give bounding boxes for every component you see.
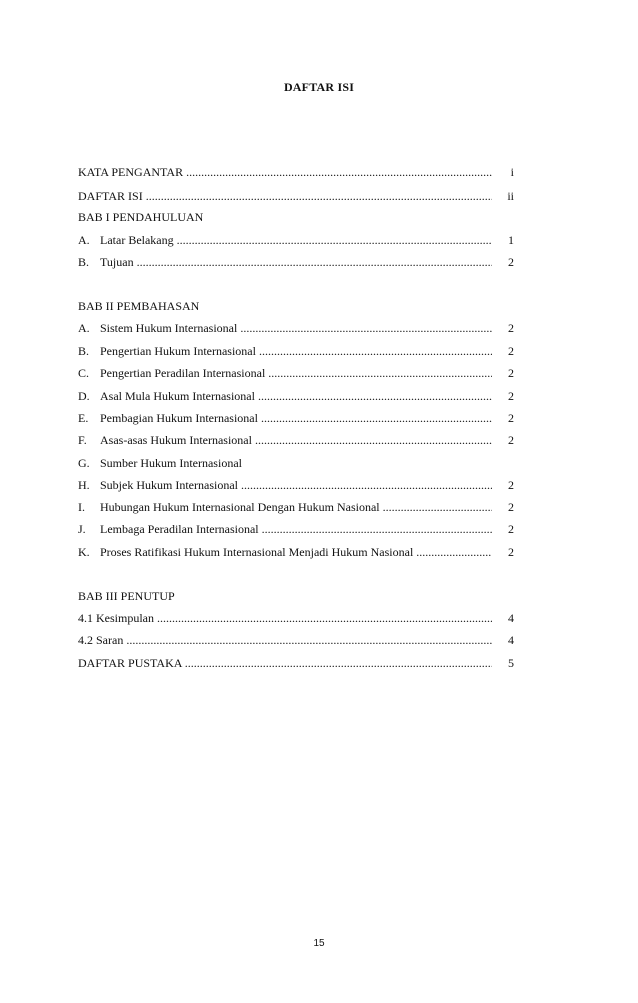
- toc-entry-page: i: [510, 165, 514, 179]
- toc-heading-bab-3[interactable]: [78, 588, 514, 604]
- toc-entry-label: Sistem Hukum Internasional .....: [100, 320, 492, 336]
- toc-entry-sumber-hukum[interactable]: [78, 455, 514, 471]
- toc-heading-bab-1[interactable]: [78, 209, 514, 225]
- toc-entry-saran[interactable]: [78, 632, 514, 648]
- toc-entry-label: Pembagian Hukum Internasional .....: [100, 410, 492, 426]
- toc-entry-label: KATA PENGANTAR .....: [78, 164, 492, 180]
- toc-heading-label: BAB III PENUTUP: [78, 589, 175, 603]
- toc-entry-letter: C.: [78, 366, 90, 380]
- toc-entry-label: DAFTAR ISI .....: [78, 188, 492, 204]
- toc-entry-letter: A.: [78, 321, 90, 335]
- toc-entry-letter: B.: [78, 344, 90, 358]
- toc-entry-page: ii: [507, 189, 514, 203]
- toc-entry-letter: B.: [78, 255, 90, 269]
- toc-entry-letter: F.: [78, 433, 87, 447]
- toc-entry-sistem-hukum[interactable]: [78, 320, 514, 336]
- toc-entry-subjek-hukum[interactable]: [78, 477, 514, 493]
- toc-entry-letter: I.: [78, 500, 85, 514]
- toc-entry-page: 2: [508, 344, 514, 358]
- toc-entry-letter: J.: [78, 522, 86, 536]
- toc-entry-page: 2: [508, 478, 514, 492]
- toc-entry-page: 5: [508, 656, 514, 670]
- toc-entry-page: 2: [508, 389, 514, 403]
- toc-entry-label: 4.1 Kesimpulan .....: [78, 610, 492, 626]
- toc-heading-label: BAB II PEMBAHASAN: [78, 299, 200, 313]
- toc-entry-label: Tujuan .....: [100, 254, 492, 270]
- toc-entry-pembagian[interactable]: [78, 410, 514, 426]
- toc-entry-letter: K.: [78, 545, 90, 559]
- toc-entry-pengertian-peradilan[interactable]: [78, 365, 514, 381]
- toc-heading-label: BAB I PENDAHULUAN: [78, 210, 204, 224]
- toc-entry-letter: E.: [78, 411, 89, 425]
- toc-entry-asas-asas[interactable]: [78, 432, 514, 448]
- toc-entry-label: Asal Mula Hukum Internasional .....: [100, 388, 492, 404]
- toc-entry-asal-mula[interactable]: [78, 388, 514, 404]
- toc-entry-label: Lembaga Peradilan Internasional .....: [100, 521, 492, 537]
- toc-entry-label: Pengertian Hukum Internasional .....: [100, 343, 492, 359]
- toc-entry-label: Sumber Hukum Internasional: [100, 456, 242, 470]
- toc-entry-letter: G.: [78, 456, 90, 470]
- toc-entry-label: Latar Belakang .....: [100, 232, 492, 248]
- toc-entry-page: 2: [508, 545, 514, 559]
- toc-entry-label: Proses Ratifikasi Hukum Internasional Menjadi Hukum Nasional .....: [100, 544, 492, 560]
- toc-entry-letter: A.: [78, 233, 90, 247]
- toc-entry-page: 2: [508, 321, 514, 335]
- toc-heading-bab-2[interactable]: [78, 298, 514, 314]
- page-title: DAFTAR ISI: [283, 80, 355, 94]
- toc-entry-page: 2: [508, 411, 514, 425]
- toc-entry-kata-pengantar[interactable]: [78, 164, 514, 180]
- toc-entry-daftar-isi[interactable]: [78, 188, 514, 204]
- toc-entry-proses-ratifikasi[interactable]: [78, 544, 514, 560]
- toc-entry-page: 4: [508, 633, 514, 647]
- page-number: 15: [313, 938, 325, 949]
- toc-entry-page: 2: [508, 500, 514, 514]
- toc-entry-kesimpulan[interactable]: [78, 610, 514, 626]
- toc-entry-latar-belakang[interactable]: [78, 232, 514, 248]
- toc-entry-pengertian-hukum[interactable]: [78, 343, 514, 359]
- toc-entry-page: 2: [508, 255, 514, 269]
- toc-entry-label: Asas-asas Hukum Internasional .....: [100, 432, 492, 448]
- toc-entry-daftar-pustaka[interactable]: [78, 655, 514, 671]
- toc-entry-page: 2: [508, 433, 514, 447]
- toc-entry-letter: H.: [78, 478, 90, 492]
- toc-entry-tujuan[interactable]: [78, 254, 514, 270]
- toc-entry-label: Subjek Hukum Internasional .....: [100, 477, 492, 493]
- toc-entry-label: DAFTAR PUSTAKA .....: [78, 655, 492, 671]
- toc-entry-label: Pengertian Peradilan Internasional .....: [100, 365, 492, 381]
- toc-entry-letter: D.: [78, 389, 90, 403]
- toc-entry-page: 2: [508, 522, 514, 536]
- toc-entry-page: 4: [508, 611, 514, 625]
- toc-entry-label: 4.2 Saran .....: [78, 632, 492, 648]
- toc-entry-page: 2: [508, 366, 514, 380]
- toc-entry-page: 1: [508, 233, 514, 247]
- toc-entry-label: Hubungan Hukum Internasional Dengan Hukum Nasional .....: [100, 499, 492, 515]
- toc-entry-lembaga-peradilan[interactable]: [78, 521, 514, 537]
- toc-entry-hubungan-hukum[interactable]: [78, 499, 514, 515]
